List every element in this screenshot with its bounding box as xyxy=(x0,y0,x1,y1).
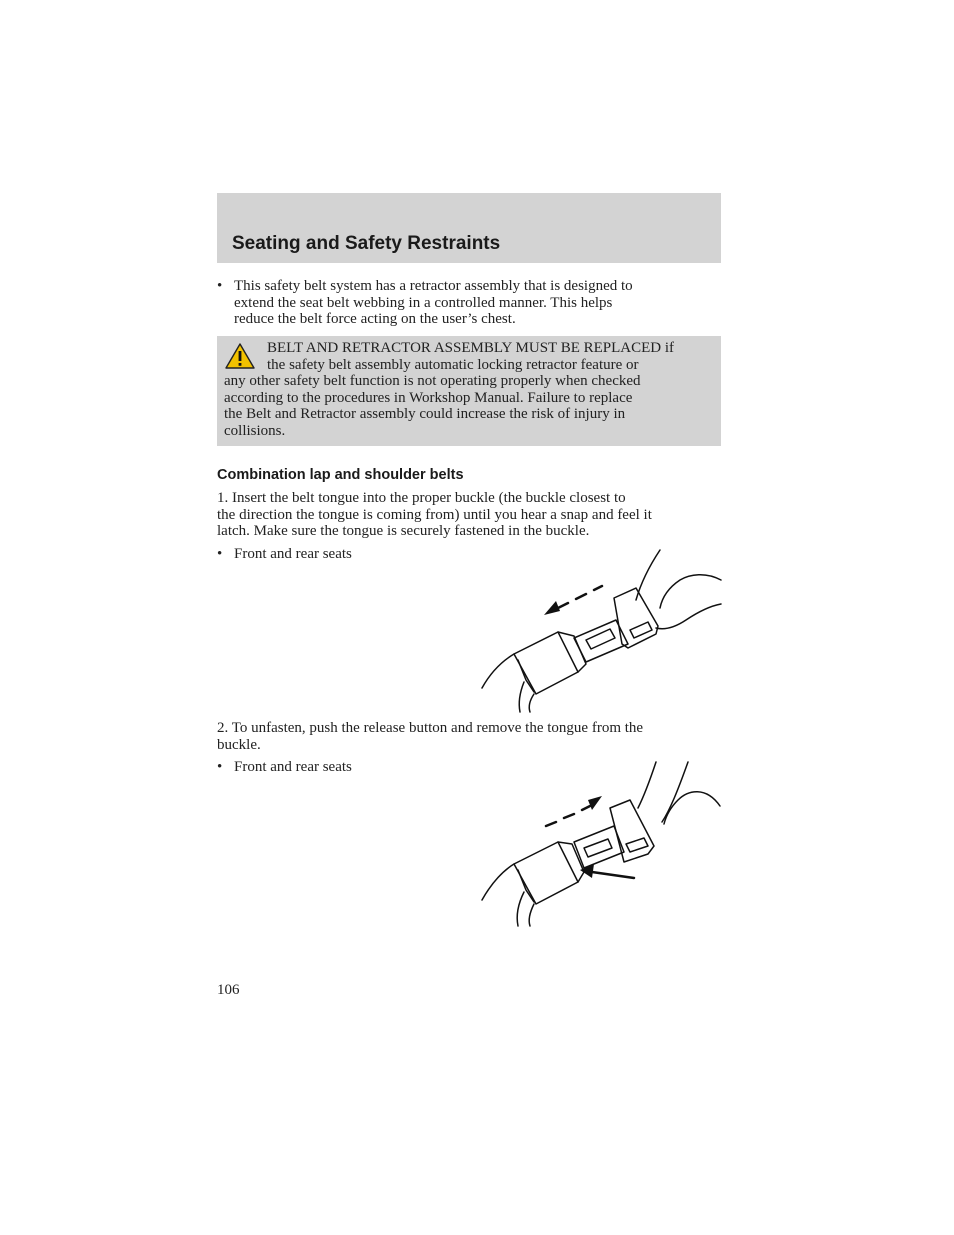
warning-line: the Belt and Retractor assembly could increase the risk of injury in xyxy=(224,406,626,422)
page-number: 106 xyxy=(217,982,240,998)
step-1-paragraph xyxy=(217,490,723,540)
text-line: reduce the belt force acting on the user’s chest. xyxy=(234,311,516,327)
section-heading: Combination lap and shoulder belts xyxy=(217,467,464,483)
bullet-dot: • xyxy=(217,546,223,562)
warning-line: any other safety belt function is not operating properly when checked xyxy=(224,373,641,389)
page-title: Seating and Safety Restraints xyxy=(232,233,501,254)
bullet-dot: • xyxy=(217,759,223,775)
buckle-release-illustration xyxy=(478,760,723,928)
warning-line: collisions. xyxy=(224,422,286,439)
warning-line: the safety belt assembly automatic locking retractor feature or xyxy=(267,356,639,373)
warning-line: according to the procedures in Workshop Manual. Failure to replace xyxy=(224,389,633,406)
intro-bullet xyxy=(217,278,721,328)
buckle-fasten-illustration xyxy=(478,548,723,714)
text-line: 1. Insert the belt tongue into the proper buckle (the buckle closest to xyxy=(217,490,626,506)
warning-line: BELT AND RETRACTOR ASSEMBLY MUST BE REPLACED if xyxy=(267,340,675,356)
warning-text xyxy=(224,340,716,439)
warning-box xyxy=(217,336,721,446)
text-line: 2. To unfasten, push the release button and remove the tongue from the xyxy=(217,720,644,736)
text-line: extend the seat belt webbing in a controlled manner. This helps xyxy=(234,294,613,311)
section-header xyxy=(217,193,721,263)
text-line: This safety belt system has a retractor assembly that is designed to xyxy=(234,278,633,294)
bullet-text: Front and rear seats xyxy=(234,546,352,562)
bullet-dot: • xyxy=(217,278,223,294)
text-line: buckle. xyxy=(217,736,261,753)
text-line: the direction the tongue is coming from) until you hear a snap and feel it xyxy=(217,506,652,523)
step-2-paragraph xyxy=(217,720,723,753)
bullet-text: Front and rear seats xyxy=(234,759,352,775)
text-line: latch. Make sure the tongue is securely fastened in the buckle. xyxy=(217,523,590,539)
